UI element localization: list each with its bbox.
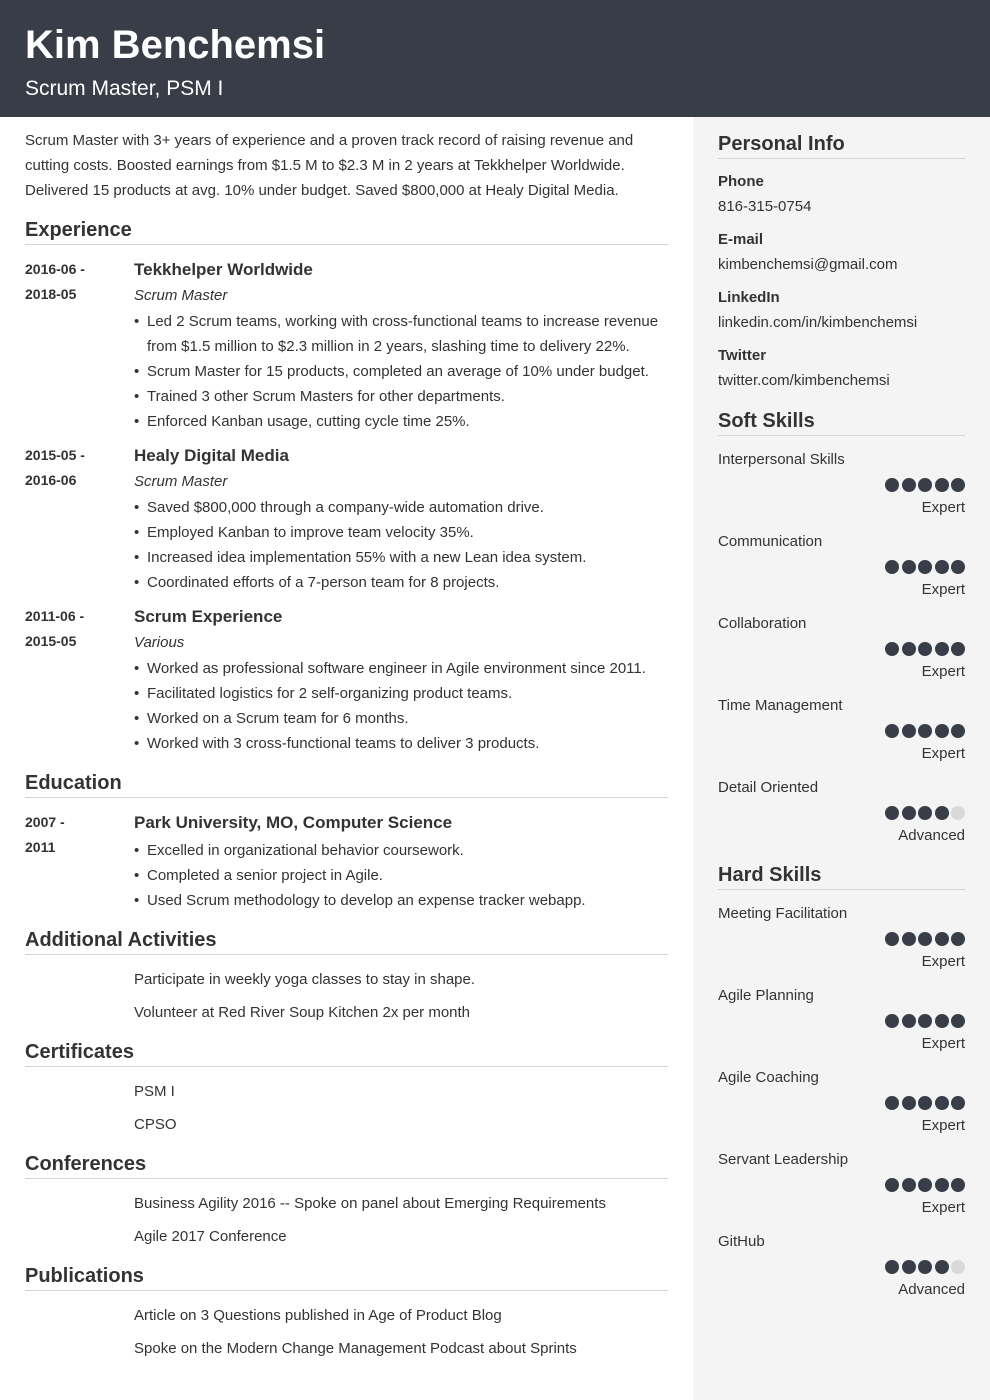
skill-name: Collaboration xyxy=(718,615,807,632)
rating-dot-filled xyxy=(885,1014,899,1028)
rating-dot-filled xyxy=(885,806,899,820)
rating-dot-filled xyxy=(918,1014,932,1028)
skill-rating xyxy=(718,554,965,579)
bullet: • Used Scrum methodology to develop an expense tracker webapp. xyxy=(147,888,668,913)
skill-level: Expert xyxy=(921,581,965,598)
bullet-list xyxy=(134,495,668,595)
rating-dot-filled xyxy=(935,806,949,820)
section-heading: Conferences xyxy=(25,1151,668,1179)
date-start: 2016-06 - xyxy=(25,261,85,277)
skill-level: Expert xyxy=(921,663,965,680)
bullet: • Worked as professional software engineer in Agile environment since 2011. xyxy=(147,656,668,681)
skill-item xyxy=(718,611,965,683)
bullet: • Facilitated logistics for 2 self-organizing product teams. xyxy=(147,681,668,706)
date-end: 2015-05 xyxy=(25,633,77,649)
date-end: 2011 xyxy=(25,839,56,855)
rating-dot-filled xyxy=(885,1178,899,1192)
info-value: twitter.com/kimbenchemsi xyxy=(718,372,890,389)
skill-rating xyxy=(718,800,965,825)
rating-dot-filled xyxy=(902,724,916,738)
bullet: • Coordinated efforts of a 7-person team for 8 projects. xyxy=(147,570,668,595)
candidate-name: Kim Benchemsi xyxy=(25,23,326,67)
skill-level: Expert xyxy=(921,953,965,970)
entry-dates xyxy=(25,604,134,756)
section-heading: Additional Activities xyxy=(25,927,668,955)
rating-dot-filled xyxy=(918,1178,932,1192)
rating-dot-filled xyxy=(951,560,965,574)
rating-dot-filled xyxy=(918,1096,932,1110)
info-label: Twitter xyxy=(718,347,767,364)
job-role: Scrum Master xyxy=(134,473,228,490)
skill-level: Expert xyxy=(921,499,965,516)
info-label: Phone xyxy=(718,173,764,190)
skill-name: Servant Leadership xyxy=(718,1151,849,1168)
skill-item xyxy=(718,775,965,847)
rating-dot-filled xyxy=(885,642,899,656)
bullet: • Led 2 Scrum teams, working with cross-functional teams to increase revenue from $1.5 million to $2.3 million in 2 years, slashing time to delivery 22%. xyxy=(147,309,668,359)
bullet-list xyxy=(134,838,668,913)
skill-rating xyxy=(718,926,965,951)
rating-dot-filled xyxy=(918,642,932,656)
sidebar-heading: Soft Skills xyxy=(718,408,965,436)
rating-dot-filled xyxy=(918,932,932,946)
skill-name: Interpersonal Skills xyxy=(718,451,845,468)
rating-dot-filled xyxy=(885,932,899,946)
bullet: • Excelled in organizational behavior coursework. xyxy=(147,838,668,863)
date-start: 2011-06 - xyxy=(25,608,85,624)
rating-dot-filled xyxy=(935,560,949,574)
skill-rating xyxy=(718,1008,965,1033)
summary: Scrum Master with 3+ years of experience and a proven track record of raising revenue and cutting costs. Boosted earnings from $1.5 M to $2.3 M in 2 years at Tekkhelper Worldwide. Delivered 15 products at avg. 10% under budget. Saved $800,000 at Healy Digital Media. xyxy=(25,132,634,199)
date-start: 2015-05 - xyxy=(25,447,85,463)
bullet: • Saved $800,000 through a company-wide automation drive. xyxy=(147,495,668,520)
rating-dot-filled xyxy=(902,560,916,574)
skill-item xyxy=(718,529,965,601)
rating-dot-empty xyxy=(951,1260,965,1274)
skill-level: Expert xyxy=(921,745,965,762)
rating-dot-filled xyxy=(935,932,949,946)
rating-dot-filled xyxy=(902,932,916,946)
rating-dot-filled xyxy=(902,1260,916,1274)
rating-dot-filled xyxy=(951,1096,965,1110)
company-name: Tekkhelper Worldwide xyxy=(134,260,313,279)
rating-dot-filled xyxy=(951,1014,965,1028)
rating-dot-filled xyxy=(951,478,965,492)
rating-dot-filled xyxy=(918,806,932,820)
date-start: 2007 - xyxy=(25,814,65,830)
experience-section xyxy=(25,217,668,756)
rating-dot-filled xyxy=(902,642,916,656)
skill-name: Agile Coaching xyxy=(718,1069,819,1086)
skill-level: Expert xyxy=(921,1117,965,1134)
section-heading: Publications xyxy=(25,1263,668,1291)
skill-item xyxy=(718,1229,965,1301)
skill-level: Advanced xyxy=(898,1281,965,1298)
entry-body xyxy=(134,257,668,434)
rating-dot-filled xyxy=(935,1096,949,1110)
date-end: 2018-05 xyxy=(25,286,77,302)
section-heading: Certificates xyxy=(25,1039,668,1067)
skill-rating xyxy=(718,1090,965,1115)
section-item: Agile 2017 Conference xyxy=(134,1228,287,1245)
bullet: • Worked on a Scrum team for 6 months. xyxy=(147,706,668,731)
rating-dot-filled xyxy=(951,932,965,946)
skill-item xyxy=(718,1065,965,1137)
rating-dot-filled xyxy=(885,560,899,574)
section-heading: Experience xyxy=(25,217,668,245)
school-name: Park University, MO, Computer Science xyxy=(134,813,453,832)
rating-dot-filled xyxy=(918,1260,932,1274)
bullet: • Enforced Kanban usage, cutting cycle time 25%. xyxy=(147,409,668,434)
section-item: Volunteer at Red River Soup Kitchen 2x per month xyxy=(134,1004,471,1021)
info-value: 816-315-0754 xyxy=(718,198,812,215)
rating-dot-filled xyxy=(935,1014,949,1028)
candidate-title: Scrum Master, PSM I xyxy=(25,77,224,100)
skill-level: Expert xyxy=(921,1035,965,1052)
rating-dot-filled xyxy=(935,1260,949,1274)
date-end: 2016-06 xyxy=(25,472,77,488)
rating-dot-filled xyxy=(951,1178,965,1192)
info-label: E-mail xyxy=(718,231,764,248)
section-heading: Education xyxy=(25,770,668,798)
entry-dates xyxy=(25,257,134,434)
experience-entry xyxy=(25,443,668,595)
section-item: Spoke on the Modern Change Management Podcast about Sprints xyxy=(134,1340,577,1357)
rating-dot-filled xyxy=(918,560,932,574)
entry-body xyxy=(134,443,668,595)
rating-dot-filled xyxy=(918,724,932,738)
skill-name: Meeting Facilitation xyxy=(718,905,848,922)
education-entry xyxy=(25,810,668,913)
skill-item xyxy=(718,901,965,973)
skill-name: Time Management xyxy=(718,697,843,714)
rating-dot-filled xyxy=(902,1178,916,1192)
company-name: Healy Digital Media xyxy=(134,446,289,465)
entry-body xyxy=(134,810,668,913)
rating-dot-filled xyxy=(885,1260,899,1274)
rating-dot-filled xyxy=(885,724,899,738)
bullet: • Scrum Master for 15 products, completed an average of 10% under budget. xyxy=(147,359,668,384)
skill-level: Expert xyxy=(921,1199,965,1216)
section-item: CPSO xyxy=(134,1116,177,1133)
section-item: PSM I xyxy=(134,1083,175,1100)
entry-dates xyxy=(25,443,134,595)
rating-dot-filled xyxy=(935,478,949,492)
rating-dot-filled xyxy=(902,806,916,820)
experience-entry xyxy=(25,604,668,756)
section-item: Article on 3 Questions published in Age of Product Blog xyxy=(134,1307,502,1324)
info-label: LinkedIn xyxy=(718,289,780,306)
skill-level: Advanced xyxy=(898,827,965,844)
rating-dot-filled xyxy=(918,478,932,492)
education-section xyxy=(25,770,668,913)
skill-rating xyxy=(718,472,965,497)
job-role: Scrum Master xyxy=(134,287,228,304)
company-name: Scrum Experience xyxy=(134,607,283,626)
rating-dot-filled xyxy=(951,724,965,738)
skill-rating xyxy=(718,1254,965,1279)
entry-dates xyxy=(25,810,134,913)
skill-item xyxy=(718,983,965,1055)
rating-dot-filled xyxy=(935,1178,949,1192)
rating-dot-filled xyxy=(935,642,949,656)
section-item: Business Agility 2016 -- Spoke on panel about Emerging Requirements xyxy=(134,1195,606,1212)
rating-dot-filled xyxy=(902,1014,916,1028)
skill-name: Agile Planning xyxy=(718,987,814,1004)
entry-body xyxy=(134,604,668,756)
rating-dot-empty xyxy=(951,806,965,820)
skill-rating xyxy=(718,718,965,743)
skill-item xyxy=(718,1147,965,1219)
bullet: • Completed a senior project in Agile. xyxy=(147,863,668,888)
skill-name: Communication xyxy=(718,533,823,550)
info-value: kimbenchemsi@gmail.com xyxy=(718,256,898,273)
sidebar-heading: Personal Info xyxy=(718,131,965,159)
rating-dot-filled xyxy=(935,724,949,738)
job-role: Various xyxy=(134,634,185,651)
rating-dot-filled xyxy=(951,642,965,656)
section-item: Participate in weekly yoga classes to stay in shape. xyxy=(134,971,476,988)
rating-dot-filled xyxy=(902,1096,916,1110)
skill-name: GitHub xyxy=(718,1233,765,1250)
bullet: • Trained 3 other Scrum Masters for other departments. xyxy=(147,384,668,409)
bullet-list xyxy=(134,656,668,756)
skill-item xyxy=(718,447,965,519)
skill-rating xyxy=(718,636,965,661)
info-value: linkedin.com/in/kimbenchemsi xyxy=(718,314,918,331)
skill-name: Detail Oriented xyxy=(718,779,819,796)
rating-dot-filled xyxy=(902,478,916,492)
main-column xyxy=(25,128,668,1361)
resume-header xyxy=(0,0,990,117)
skill-rating xyxy=(718,1172,965,1197)
rating-dot-filled xyxy=(885,478,899,492)
bullet: • Increased idea implementation 55% with a new Lean idea system. xyxy=(147,545,668,570)
bullet-list xyxy=(134,309,668,434)
sidebar-heading: Hard Skills xyxy=(718,862,965,890)
sidebar xyxy=(693,117,990,1400)
other-sections xyxy=(25,927,668,1361)
experience-entry xyxy=(25,257,668,434)
skill-item xyxy=(718,693,965,765)
rating-dot-filled xyxy=(885,1096,899,1110)
bullet: • Employed Kanban to improve team velocity 35%. xyxy=(147,520,668,545)
bullet: • Worked with 3 cross-functional teams to deliver 3 products. xyxy=(147,731,668,756)
